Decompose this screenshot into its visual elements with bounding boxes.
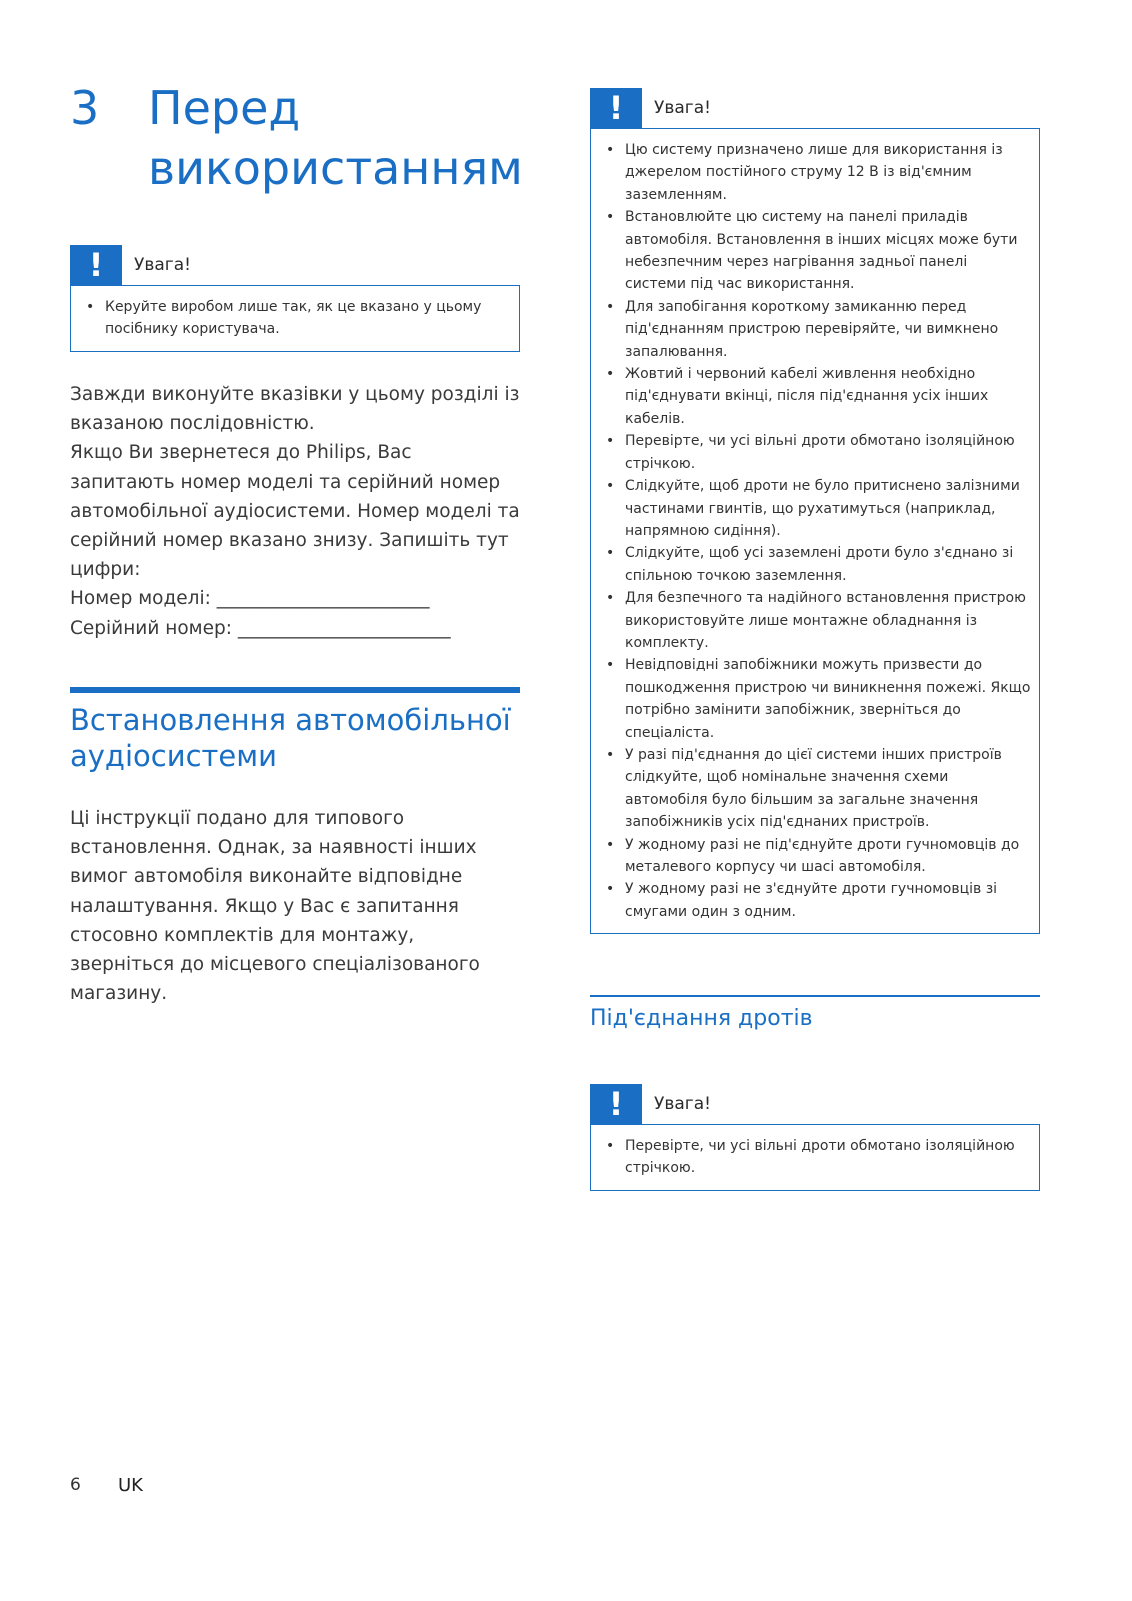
caution-list <box>603 1135 1031 1180</box>
exclamation-icon: ! <box>590 88 642 128</box>
list-item: • Для безпечного та надійного встановлення пристрою використовуйте лише монтажне обладнання із комплекту. <box>603 587 1031 654</box>
caution-box-general <box>70 245 520 352</box>
caution-label: Увага! <box>654 1094 711 1114</box>
section-heading: Встановлення автомобільної аудіосистеми <box>70 703 511 773</box>
caution-list <box>603 139 1031 923</box>
list-item: • Слідкуйте, щоб дроти не було притиснено залізними частинами гвинтів, що рухатимуться (наприклад, напрямною сидіння). <box>603 475 1031 542</box>
caution-label: Увага! <box>654 98 711 118</box>
caution-list <box>83 296 511 341</box>
list-item: • Невідповідні запобіжники можуть призвести до пошкодження пристрою чи виникнення пожежі. Якщо потрібно замінити запобіжник, зверніться до спеціаліста. <box>603 654 1031 744</box>
list-item: • У жодному разі не з'єднуйте дроти гучномовців зі смугами один з одним. <box>603 878 1031 923</box>
caution-body <box>590 1124 1040 1191</box>
caution-body <box>590 128 1040 934</box>
list-item: • У разі під'єднання до цієї системи інших пристроїв слідкуйте, щоб номінальне значення схеми автомобіля було більшим за загальне значення запобіжників усіх під'єднаних пристроїв. <box>603 744 1031 834</box>
model-number-line: Номер моделі: _______________________ <box>70 588 430 610</box>
caution-header <box>590 88 1040 128</box>
exclamation-icon: ! <box>590 1084 642 1124</box>
intro-text <box>70 380 522 643</box>
chapter-title: Перед використанням <box>148 81 523 195</box>
section-text <box>70 804 522 1008</box>
subsection-divider <box>590 995 1040 997</box>
list-item: • Цю систему призначено лише для використання із джерелом постійного струму 12 В із від'ємним заземленням. <box>603 139 1031 206</box>
caution-body <box>70 285 520 352</box>
list-item: • У жодному разі не під'єднуйте дроти гучномовців до металевого корпусу чи шасі автомобіля. <box>603 834 1031 879</box>
caution-header <box>70 245 520 285</box>
list-item: • Керуйте виробом лише так, як це вказано у цьому посібнику користувача. <box>83 296 511 341</box>
list-item: • Жовтий і червоний кабелі живлення необхідно під'єднувати вкінці, після під'єднання усіх інших кабелів. <box>603 363 1031 430</box>
exclamation-icon: ! <box>70 245 122 285</box>
section-paragraph: Ці інструкції подано для типового встановлення. Однак, за наявності інших вимог автомобіля виконайте відповідне налаштування. Якщо у Вас є запитання стосовно комплектів для монтажу, зверніться до місцевого спеціалізованого магазину. <box>70 808 480 1005</box>
intro-paragraph: Завжди виконуйте вказівки у цьому розділі із вказаною послідовністю. <box>70 384 520 435</box>
subsection-heading: Під'єднання дротів <box>590 1006 813 1031</box>
section-divider <box>70 687 520 693</box>
chapter-number: 3 <box>70 81 100 135</box>
list-item: • Слідкуйте, щоб усі заземлені дроти було з'єднано зі спільною точкою заземлення. <box>603 542 1031 587</box>
page-number: 6 <box>70 1475 81 1495</box>
caution-box-wires <box>590 1084 1040 1191</box>
caution-header <box>590 1084 1040 1124</box>
list-item: • Для запобігання короткому замиканню перед під'єднанням пристрою перевіряйте, чи вимкнено запалювання. <box>603 296 1031 363</box>
intro-paragraph: Якщо Ви звернетеся до Philips, Вас запитають номер моделі та серійний номер автомобільної аудіосистеми. Номер моделі та серійний номер вказано знизу. Запишіть тут цифри: <box>70 442 520 581</box>
list-item: • Перевірте, чи усі вільні дроти обмотано ізоляційною стрічкою. <box>603 1135 1031 1180</box>
caution-label: Увага! <box>134 255 191 275</box>
caution-box-install <box>590 88 1040 934</box>
list-item: • Встановлюйте цю систему на панелі приладів автомобіля. Встановлення в інших місцях може бути небезпечним через нагрівання задньої панелі системи під час використання. <box>603 206 1031 296</box>
language-code: UK <box>118 1475 143 1496</box>
list-item: • Перевірте, чи усі вільні дроти обмотано ізоляційною стрічкою. <box>603 430 1031 475</box>
serial-number-line: Серійний номер: _______________________ <box>70 617 451 639</box>
